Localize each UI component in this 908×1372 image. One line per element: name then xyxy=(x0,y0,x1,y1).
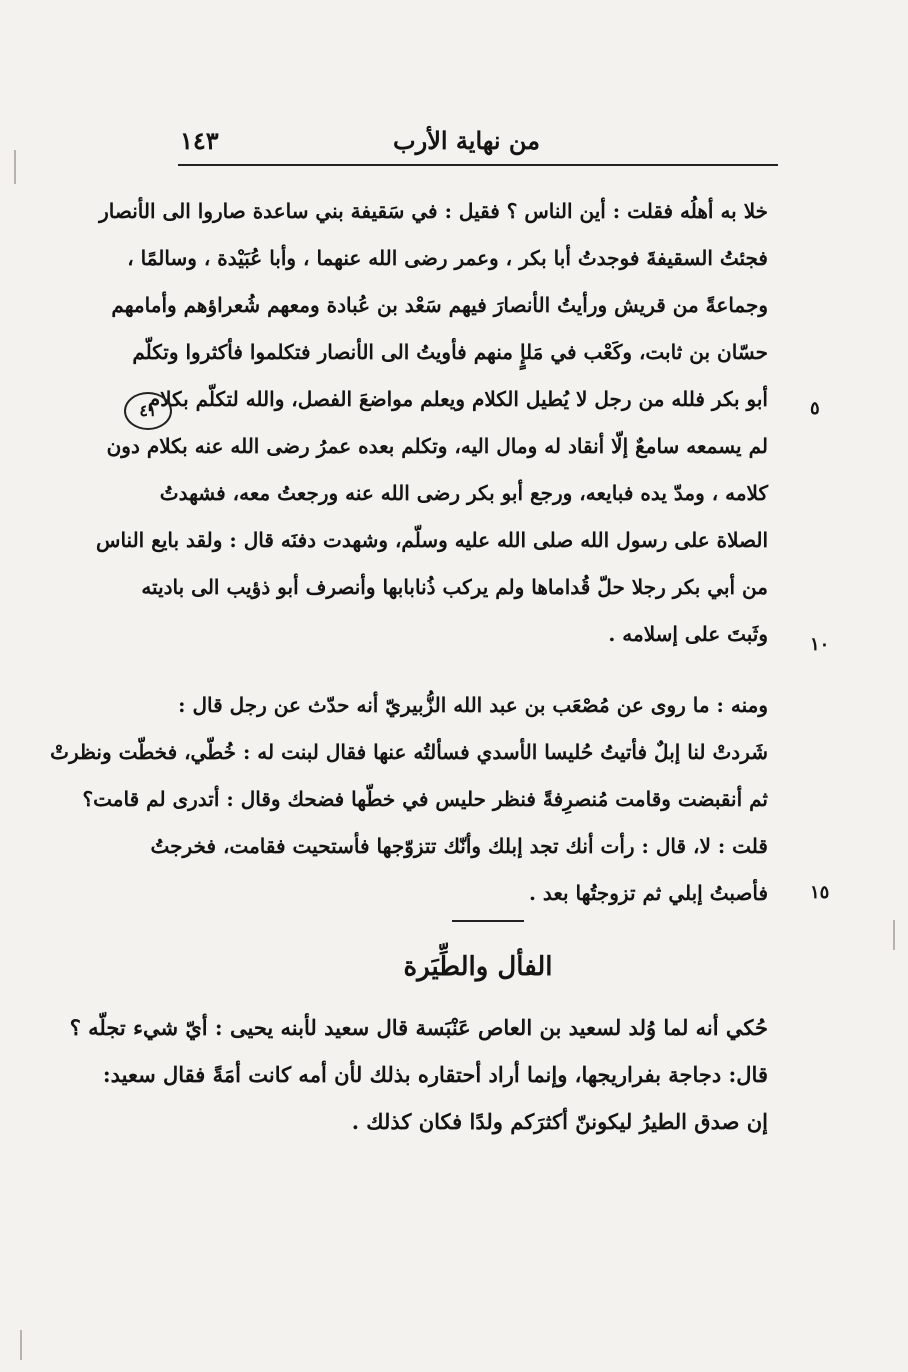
text-line: حسّان بن ثابت، وكَعْب في مَلإٍ منهم فأويتُ الى الأنصار فتكلموا فأكثروا وتكلّم xyxy=(132,340,768,364)
text-line: إن صدق الطيرُ ليكوننّ أكثرَكم ولدًا فكان كذلك . xyxy=(351,1109,768,1134)
text-line: خلا به أهلُه فقلت : أين الناس ؟ فقيل : في سَقيفة بني ساعدة صاروا الى الأنصار xyxy=(99,199,768,223)
scan-artifact xyxy=(14,150,16,184)
text-line: الصلاة على رسول الله صلى الله عليه وسلّم، وشهدت دفنَه قال : ولقد بايع الناس xyxy=(96,528,768,552)
line-number-5: ٥ xyxy=(810,398,820,419)
scan-artifact xyxy=(20,1330,22,1360)
text-line: كلامه ، ومدّ يده فبايعه، ورجع أبو بكر رضى الله عنه ورجعتُ معه، فشهدتُ xyxy=(159,481,768,505)
running-header xyxy=(180,122,780,162)
text-line: أبو بكر فلله من رجل لا يُطيل الكلام ويعلم مواضعَ الفصل، والله لتكلّم بكلام xyxy=(147,387,768,411)
text-line: قلت : لا، قال : رأت أنك تجد إبلك وأنّك تتزوّجها فأستحيت فقامت، فخرجتُ xyxy=(150,834,768,858)
paragraph-2 xyxy=(50,682,768,917)
text-line: من أبي بكر رجلا حلّ قُداماها ولم يركب ذُنابابها وأنصرف أبو ذؤيب الى باديته xyxy=(141,575,768,599)
text-line: وجماعةً من قريش ورأيتُ الأنصارَ فيهم سَعْد بن عُبادة ومعهم شُعراؤهم وأمامهم xyxy=(111,293,768,317)
paragraph-3 xyxy=(69,1004,768,1145)
scan-artifact xyxy=(893,920,895,950)
text-line: فجئتُ السقيفةَ فوجدتُ أبا بكر ، وعمر رضى الله عنهما ، وأبا عُبَيْدة ، وسالمًا ، xyxy=(127,246,768,270)
text-line: وثَبتَ على إسلامه . xyxy=(608,622,768,646)
running-title: من نهاية الأرب xyxy=(393,126,540,155)
line-number-10: ١٠ xyxy=(810,634,830,655)
section-heading: الفأل والطِّيَرة xyxy=(403,952,553,982)
section-divider xyxy=(452,920,524,922)
page-number: ١٤٣ xyxy=(180,126,219,155)
margin-note: ٤١ xyxy=(124,392,172,430)
text-line: ومنه : ما روى عن مُصْعَب بن عبد الله الزُّبيريّ أنه حدّث عن رجل قال : xyxy=(178,693,768,717)
text-line: قال: دجاجة بفراريجها، وإنما أراد أحتقاره بذلك لأن أمه كانت أمَةً فقال سعيد: xyxy=(102,1062,768,1087)
header-rule xyxy=(178,164,778,166)
text-line: لم يسمعه سامعٌ إلّا أنقاد له ومال اليه، وتكلم بعده عمرُ رضى الله عنه بكلام دون xyxy=(106,434,768,458)
text-line: حُكي أنه لما وُلد لسعيد بن العاص عَنْبَسة قال سعيد لأبنه يحيى : أيّ شيء تجلّه ؟ xyxy=(69,1015,768,1040)
line-number-15: ١٥ xyxy=(810,882,830,903)
text-line: شَردتْ لنا إبلٌ فأتيتُ حُليسا الأسدي فسألتُه عنها فقال لبنت له : خُطّي، فخطّت ونظرتْ xyxy=(50,740,768,764)
text-line: ثم أنقبضت وقامت مُنصرِفةً فنظر حليس في خطّها فضحك وقال : أتدرى لم قامت؟ xyxy=(82,787,768,811)
text-line: فأصبتُ إبلي ثم تزوجتُها بعد . xyxy=(528,881,768,905)
